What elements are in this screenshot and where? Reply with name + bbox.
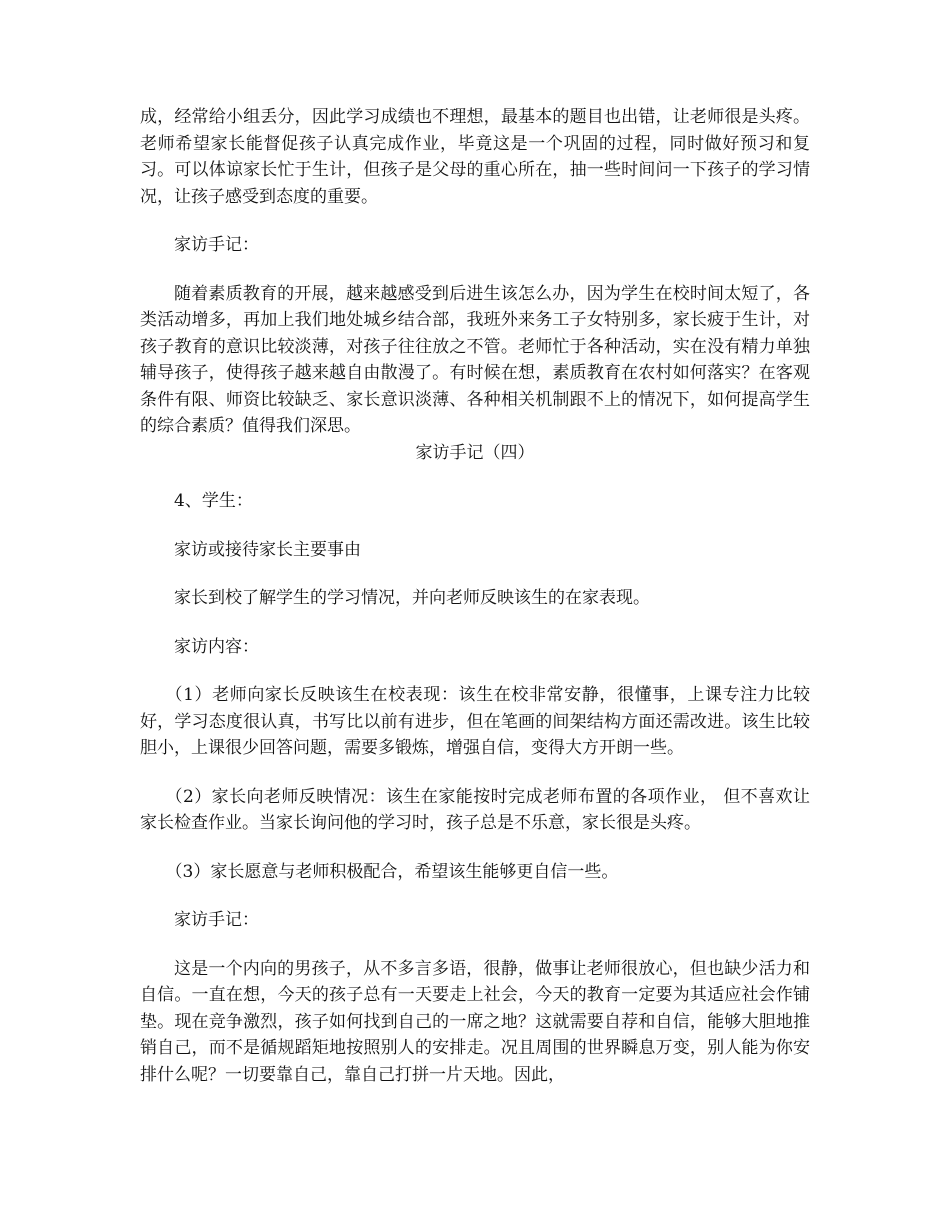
reason-paragraph: 家长到校了解学生的学习情况，并向老师反映该生的在家表现。 [174,588,650,608]
notes-paragraph: 这是一个内向的男孩子，从不多言多语，很静，做事让老师很放心，但也缺少活力和自信。一直在想，今天的孩子总有一天要走上社会，今天的教育一定要为其适应社会作铺垫。现在竞争激烈，孩子如何找到自己的一席之地？这就需要自荐和自信，能够大胆地推销自己，而不是循规蹈矩地按照别人的安排走。况且周围的世界瞬息万变，别人能为你安排什么呢？一切要靠自己，靠自己打拼一片天地。因此， [140,958,810,1085]
content-item-2: （2）家长向老师反映情况：该生在家能按时完成老师布置的各项作业， 但不喜欢让家长检查作业。当家长询问他的学习时，孩子总是不乐意，家长很是头疼。 [140,786,810,833]
paragraph-continuation: 成，经常给小组丢分，因此学习成绩也不理想，最基本的题目也出错，让老师很是头疼。老师希望家长能督促孩子认真完成作业，毕竟这是一个巩固的过程，同时做好预习和复习。可以体谅家长忙于生计，但孩子是父母的重心所在，抽一些时间问一下孩子的学习情况，让孩子感受到态度的重要。 [140,107,810,207]
notes-paragraph: 随着素质教育的开展，越来越感受到后进生该怎么办，因为学生在校时间太短了，各类活动增多，再加上我们地处城乡结合部，我班外来务工子女特别多，家长疲于生计，对孩子教育的意识比较淡薄，对孩子往往放之不管。老师忙于各种活动，实在没有精力单独辅导孩子，使得孩子越来越自由散漫了。有时候在想，素质教育在农村如何落实？在客观条件有限、师资比较缺乏、家长意识淡薄、各种相关机制跟不上的情况下，如何提高学生的综合素质？值得我们深思。 [140,283,810,436]
section-title: 家访手记（四） [415,442,535,463]
reason-label: 家访或接待家长主要事由 [174,539,361,560]
document-page [140,104,810,1088]
student-label: 4、学生： [174,491,253,511]
content-label: 家访内容： [174,636,259,657]
content-item-1: （1）老师向家长反映该生在校表现：该生在校非常安静，很懂事，上课专注力比较好，学习态度很认真，书写比以前有进步，但在笔画的间架结构方面还需改进。该生比较胆小，上课很少回答问题，需要多锻炼，增强自信，变得大方开朗一些。 [140,685,810,758]
notes-label: 家访手记： [174,235,259,255]
notes-label: 家访手记： [174,910,259,930]
content-item-3: （3）家长愿意与老师积极配合，希望该生能够更自信一些。 [165,861,619,882]
